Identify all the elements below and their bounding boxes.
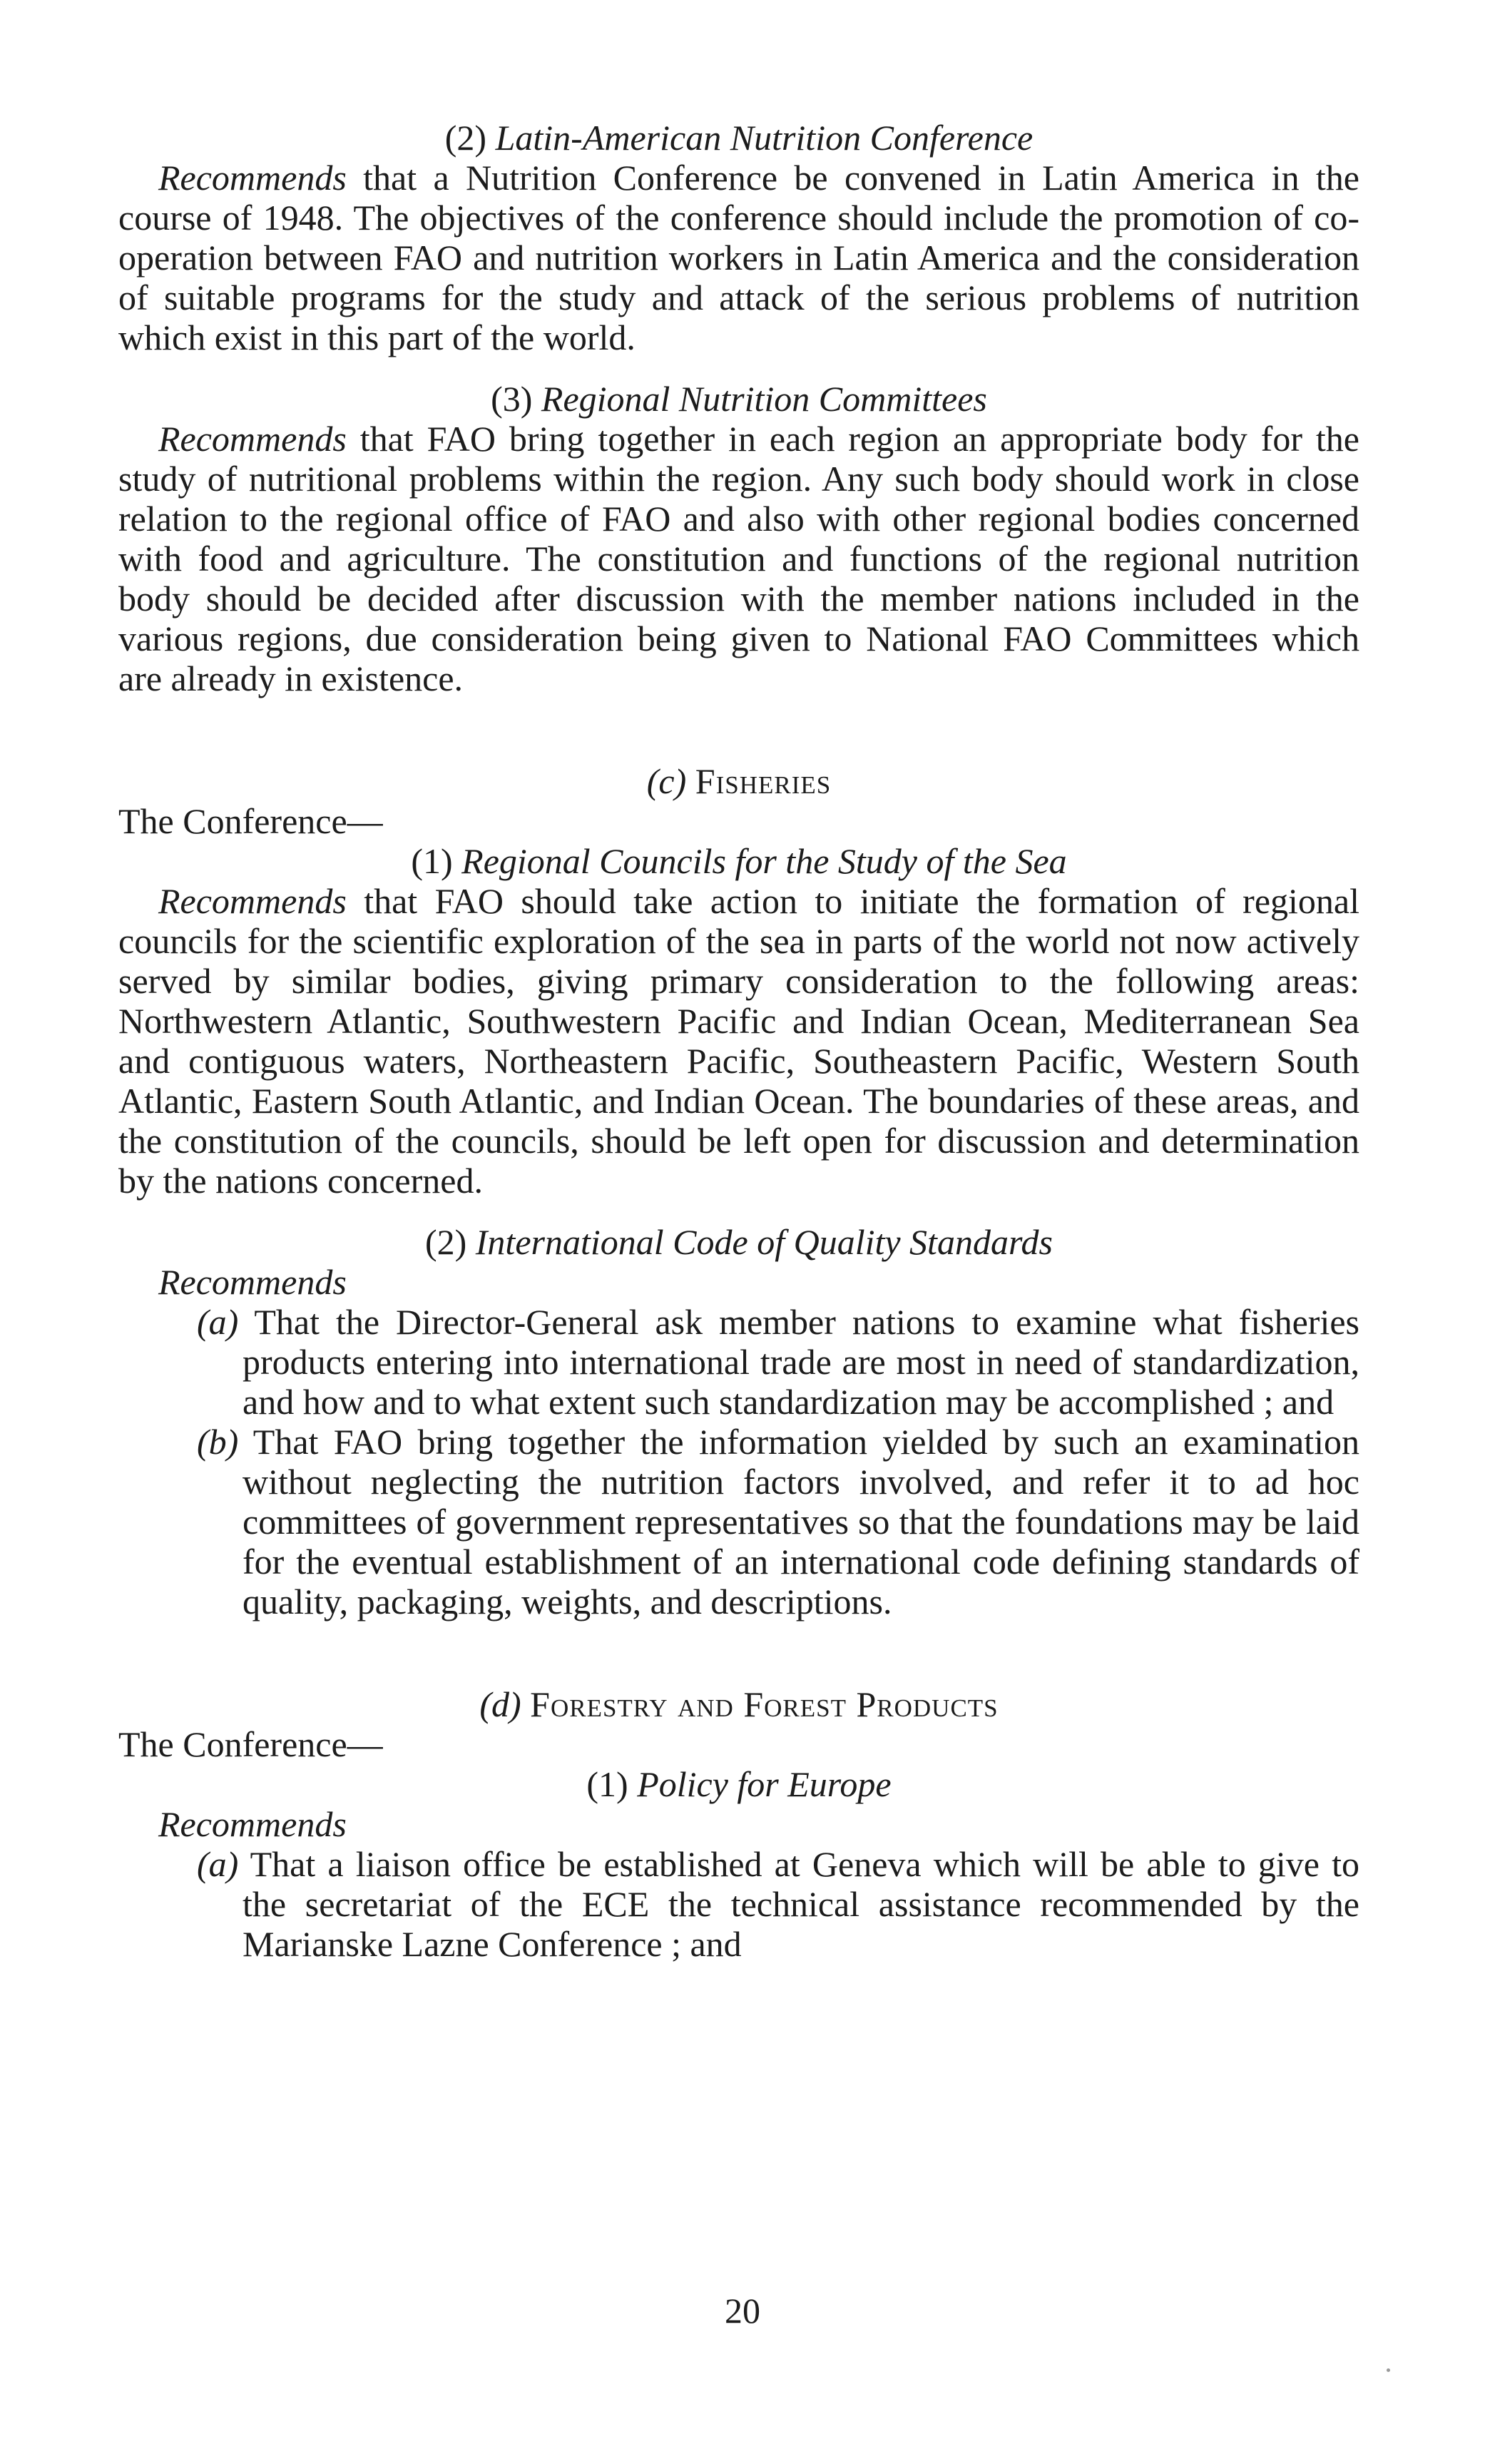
paragraph-text: that FAO bring together in each region an appropriate body for the study of nutritional problems within the region. Any such body should work in close relation to the regional office of FAO and also with other regional bodies concerned with food and agriculture. The constitution and functions of the regional nutrition body should be decided after discussion with the member nations included in the various regions, due consideration being given to National FAO Committees which are already in existence. (118, 419, 1359, 698)
the-conference-line: The Conference— (118, 1724, 383, 1764)
list-item (197, 1302, 1359, 1422)
section-number: (3) (491, 379, 533, 419)
paragraph-regional-nutrition (118, 419, 1359, 698)
section-number: (1) (411, 841, 453, 881)
list-item (197, 1844, 1359, 1964)
section-title: Policy for Europe (637, 1764, 892, 1804)
section-heading-councils-sea (118, 841, 1359, 881)
section-title: Regional Nutrition Committees (541, 379, 987, 419)
paragraph-text: that a Nutrition Conference be convened in Latin America in the course of 1948. The objectives of the conference should include the promotion of co-operation between FAO and nutrition workers in Latin America and the consideration of suitable programs for the study and attack of the serious problems of nutrition which exist in this part of the world. (118, 158, 1359, 357)
recommends-label: Recommends (158, 1262, 347, 1302)
paragraph-councils-sea (118, 881, 1359, 1201)
section-heading-policy-europe (118, 1764, 1359, 1804)
item-marker: (a) (197, 1302, 239, 1342)
document-page (118, 118, 1359, 1964)
subject-title: Fisheries (695, 761, 832, 801)
section-title: Latin-American Nutrition Conference (495, 118, 1034, 158)
subject-heading-forestry (118, 1684, 1359, 1724)
subject-heading-fisheries (118, 761, 1359, 801)
item-text: That a liaison office be established at Geneva which will be able to give to the secretariat of the ECE the technical assistance recommended by the Marianske Lazne Conference ; and (243, 1844, 1359, 1964)
section-heading-regional-nutrition (118, 379, 1359, 419)
item-marker: (a) (197, 1844, 239, 1884)
print-speck (1387, 2368, 1390, 2372)
section-heading-quality-standards (118, 1222, 1359, 1262)
subject-title: Forestry and Forest Products (530, 1684, 999, 1724)
section-number: (2) (424, 1222, 467, 1262)
section-number: (2) (444, 118, 487, 158)
item-marker: (b) (197, 1422, 239, 1462)
recommends-lead: Recommends (158, 419, 347, 459)
section-title: International Code of Quality Standards (475, 1222, 1053, 1262)
section-number: (1) (586, 1764, 628, 1804)
section-heading-latin-american (118, 118, 1359, 158)
item-text: That FAO bring together the information yielded by such an examination without neglecting the nutrition factors involved, and refer it to ad hoc committees of government representatives so that the foundations may be laid for the eventual establishment of an international code defining standards of quality, packaging, weights, and descriptions. (243, 1422, 1359, 1622)
subject-label: (d) (479, 1684, 521, 1724)
recommends-label: Recommends (158, 1804, 347, 1844)
paragraph-latin-american (118, 158, 1359, 357)
subject-label: (c) (646, 761, 687, 801)
recommends-lead: Recommends (158, 881, 347, 921)
recommends-lead: Recommends (158, 158, 347, 198)
item-text: That the Director-General ask member nations to examine what fisheries products entering into international trade are most in need of standardization, and how and to what extent such standardization may be accomplished ; and (243, 1302, 1359, 1422)
page-number: 20 (725, 2291, 760, 2331)
the-conference-line: The Conference— (118, 801, 383, 841)
paragraph-text: that FAO should take action to initiate the formation of regional councils for the scientific exploration of the sea in parts of the world not now actively served by similar bodies, giving primary consideration to the following areas: Northwestern Atlantic, Southwestern Pacific and Indian Ocean, Mediterranean Sea and contiguous waters, Northeastern Pacific, Southeastern Pacific, Western South Atlantic, Eastern South Atlantic, and Indian Ocean. The boundaries of these areas, and the constitution of the councils, should be left open for discussion and determination by the nations concerned. (118, 881, 1359, 1201)
section-title: Regional Councils for the Study of the Sea (461, 841, 1067, 881)
list-item (197, 1422, 1359, 1622)
